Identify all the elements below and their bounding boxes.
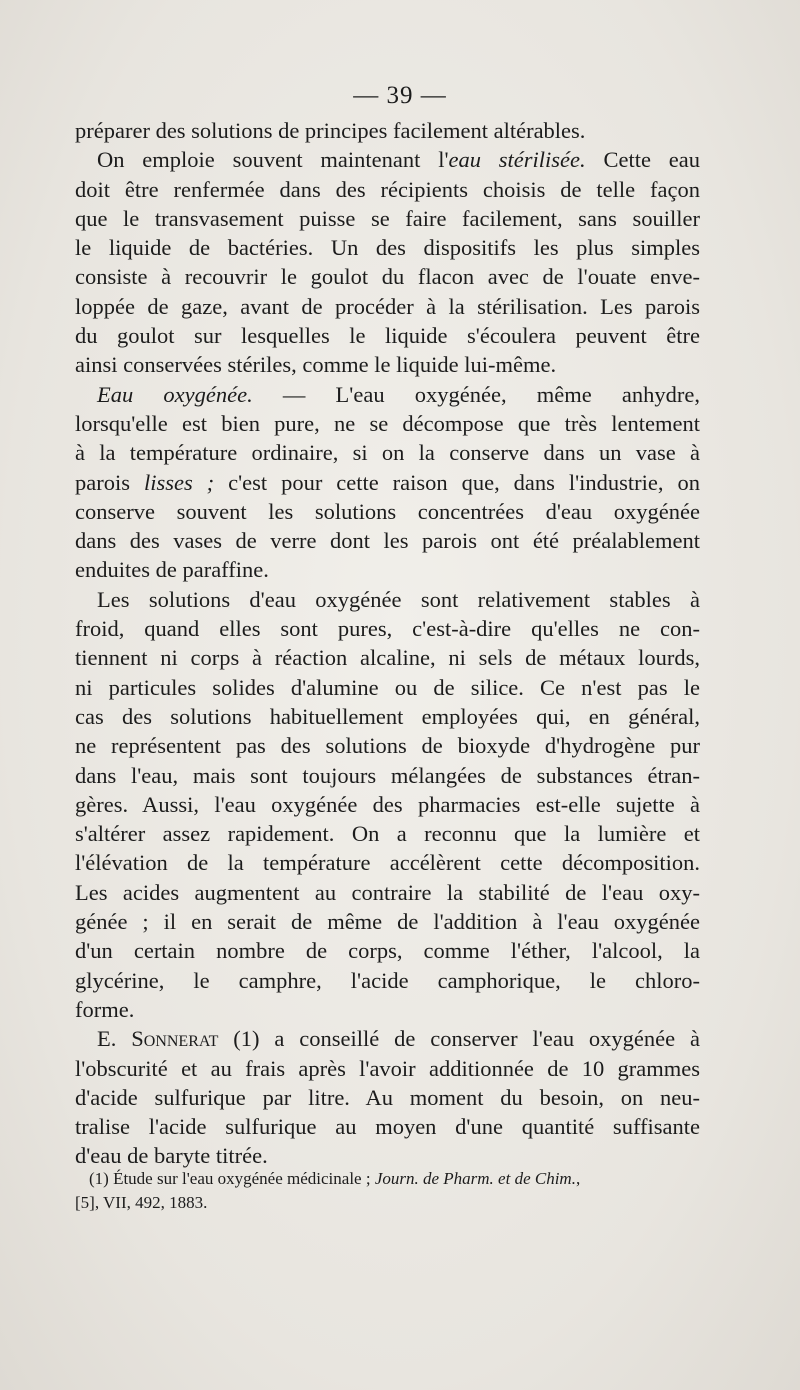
text-run: cas des solutions habituellement employées qui, en général, [75,703,700,729]
text-run: loppée de gaze, avant de procéder à la stérilisation. Les parois [75,293,700,319]
text-line [75,233,700,262]
text-line [75,380,700,409]
text-line [75,643,700,672]
text-run: le liquide de bactéries. Un des dispositifs les plus simples [75,235,700,261]
text-run: tiennent ni corps à réaction alcaline, ni sels de métaux lourds, [75,645,700,671]
text-line [75,936,700,965]
paragraph [75,116,700,145]
text-run: lisses ; [143,469,215,495]
text-run: conserve souvent les solutions concentrées d'eau oxygénée [75,498,700,524]
text-line [75,1054,700,1083]
text-line [75,790,700,819]
text-run: Cette eau [585,147,700,173]
footnote [75,1167,700,1215]
text-run: (1) Étude sur l'eau oxygénée médicinale ; [89,1169,375,1188]
text-run: enduites de paraffine. [75,557,269,583]
text-line [75,438,700,467]
text-line [75,907,700,936]
text-line [75,731,700,760]
footnote-line [75,1191,700,1215]
text-line [75,702,700,731]
text-run: s'altérer assez rapidement. On a reconnu que la lumière et [75,821,700,847]
text-run: , [575,1169,581,1188]
text-run: à la température ordinaire, si on la conserve dans un vase à [75,440,700,466]
text-line [75,555,700,584]
text-run: ainsi conservées stériles, comme le liquide lui-même. [75,352,557,378]
text-line [75,292,700,321]
text-run: parois [75,469,144,495]
paragraph [75,1024,700,1170]
text-line [75,673,700,702]
text-run: c'est pour cette raison que, dans l'industrie, on [214,469,700,495]
text-run: eau stérilisée. [448,147,586,173]
text-line [75,966,700,995]
text-run: forme. [75,996,135,1022]
text-run: du goulot sur lesquelles le liquide s'écoulera peuvent être [75,323,700,349]
text-run: Sonnerat [131,1026,219,1052]
text-line [75,848,700,877]
text-line [75,1083,700,1112]
text-run: [5], VII, 492, 1883. [75,1193,208,1212]
text-line [75,175,700,204]
text-line [75,350,700,379]
text-line [75,614,700,643]
text-line [75,468,700,497]
text-run: lorsqu'elle est bien pure, ne se décompose que très lentement [75,410,700,436]
text-run: Eau oxygénée. [97,381,253,407]
text-line [75,262,700,291]
text-run: dans des vases de verre dont les parois ont été préalablement [75,528,700,554]
text-run: glycérine, le camphre, l'acide camphorique, le chloro- [75,967,700,993]
text-run: — L'eau oxygénée, même anhydre, [252,381,700,407]
text-run: dans l'eau, mais sont toujours mélangées de substances étran- [75,762,700,788]
text-run: l'obscurité et au frais après l'avoir additionnée de 10 grammes [75,1055,700,1081]
text-run: l' [438,147,449,173]
text-run: génée ; il en serait de même de l'addition à l'eau oxygénée [75,909,700,935]
text-run: froid, quand elles sont pures, c'est-à-dire qu'elles ne con- [75,616,700,642]
text-line [75,145,700,174]
text-run: ni particules solides d'alumine ou de silice. Ce n'est pas le [75,674,700,700]
text-line [75,321,700,350]
text-run: doit être renfermée dans des récipients choisis de telle façon [75,176,700,202]
text-line [75,497,700,526]
text-run: que le transvasement puisse se faire facilement, sans souiller [75,205,700,231]
text-run: d'acide sulfurique par litre. Au moment du besoin, on neu- [75,1084,700,1110]
text-line [75,204,700,233]
text-line [75,995,700,1024]
text-line [75,761,700,790]
text-line [75,409,700,438]
page-number: — 39 — [353,82,447,109]
text-run: gères. Aussi, l'eau oxygénée des pharmacies est-elle sujette à [75,791,700,817]
paragraph [75,585,700,1024]
text-run: ne représentent pas des solutions de bioxyde d'hydrogène pur [75,733,700,759]
text-run: d'un certain nombre de corps, comme l'éther, l'alcool, la [75,938,700,964]
text-line [75,878,700,907]
text-run: Les solutions d'eau oxygénée sont relativement stables à [97,586,700,612]
text-line [75,819,700,848]
text-run: E. [97,1026,132,1052]
paragraph [75,380,700,585]
paragraph [75,145,700,379]
text-run: Les acides augmentent au contraire la stabilité de l'eau oxy- [75,879,700,905]
text-run: On emploie souvent maintenant [97,147,439,173]
text-line [75,1112,700,1141]
text-run: tralise l'acide sulfurique au moyen d'une quantité suffisante [75,1114,700,1140]
text-line [75,585,700,614]
text-run: l'élévation de la température accélèrent cette décomposition. [75,850,700,876]
text-run: (1) a conseillé de conserver l'eau oxygénée à [218,1026,700,1052]
text-line [75,526,700,555]
text-run: consiste à recouvrir le goulot du flacon avec de l'ouate enve- [75,264,700,290]
body-text [75,116,700,1171]
footnote-line [75,1167,700,1191]
text-run: Journ. de Pharm. et de Chim. [374,1169,576,1188]
text-line [75,116,700,145]
text-line [75,1024,700,1053]
text-run: d'eau de baryte titrée. [75,1143,268,1169]
text-run: préparer des solutions de principes facilement altérables. [75,118,586,143]
